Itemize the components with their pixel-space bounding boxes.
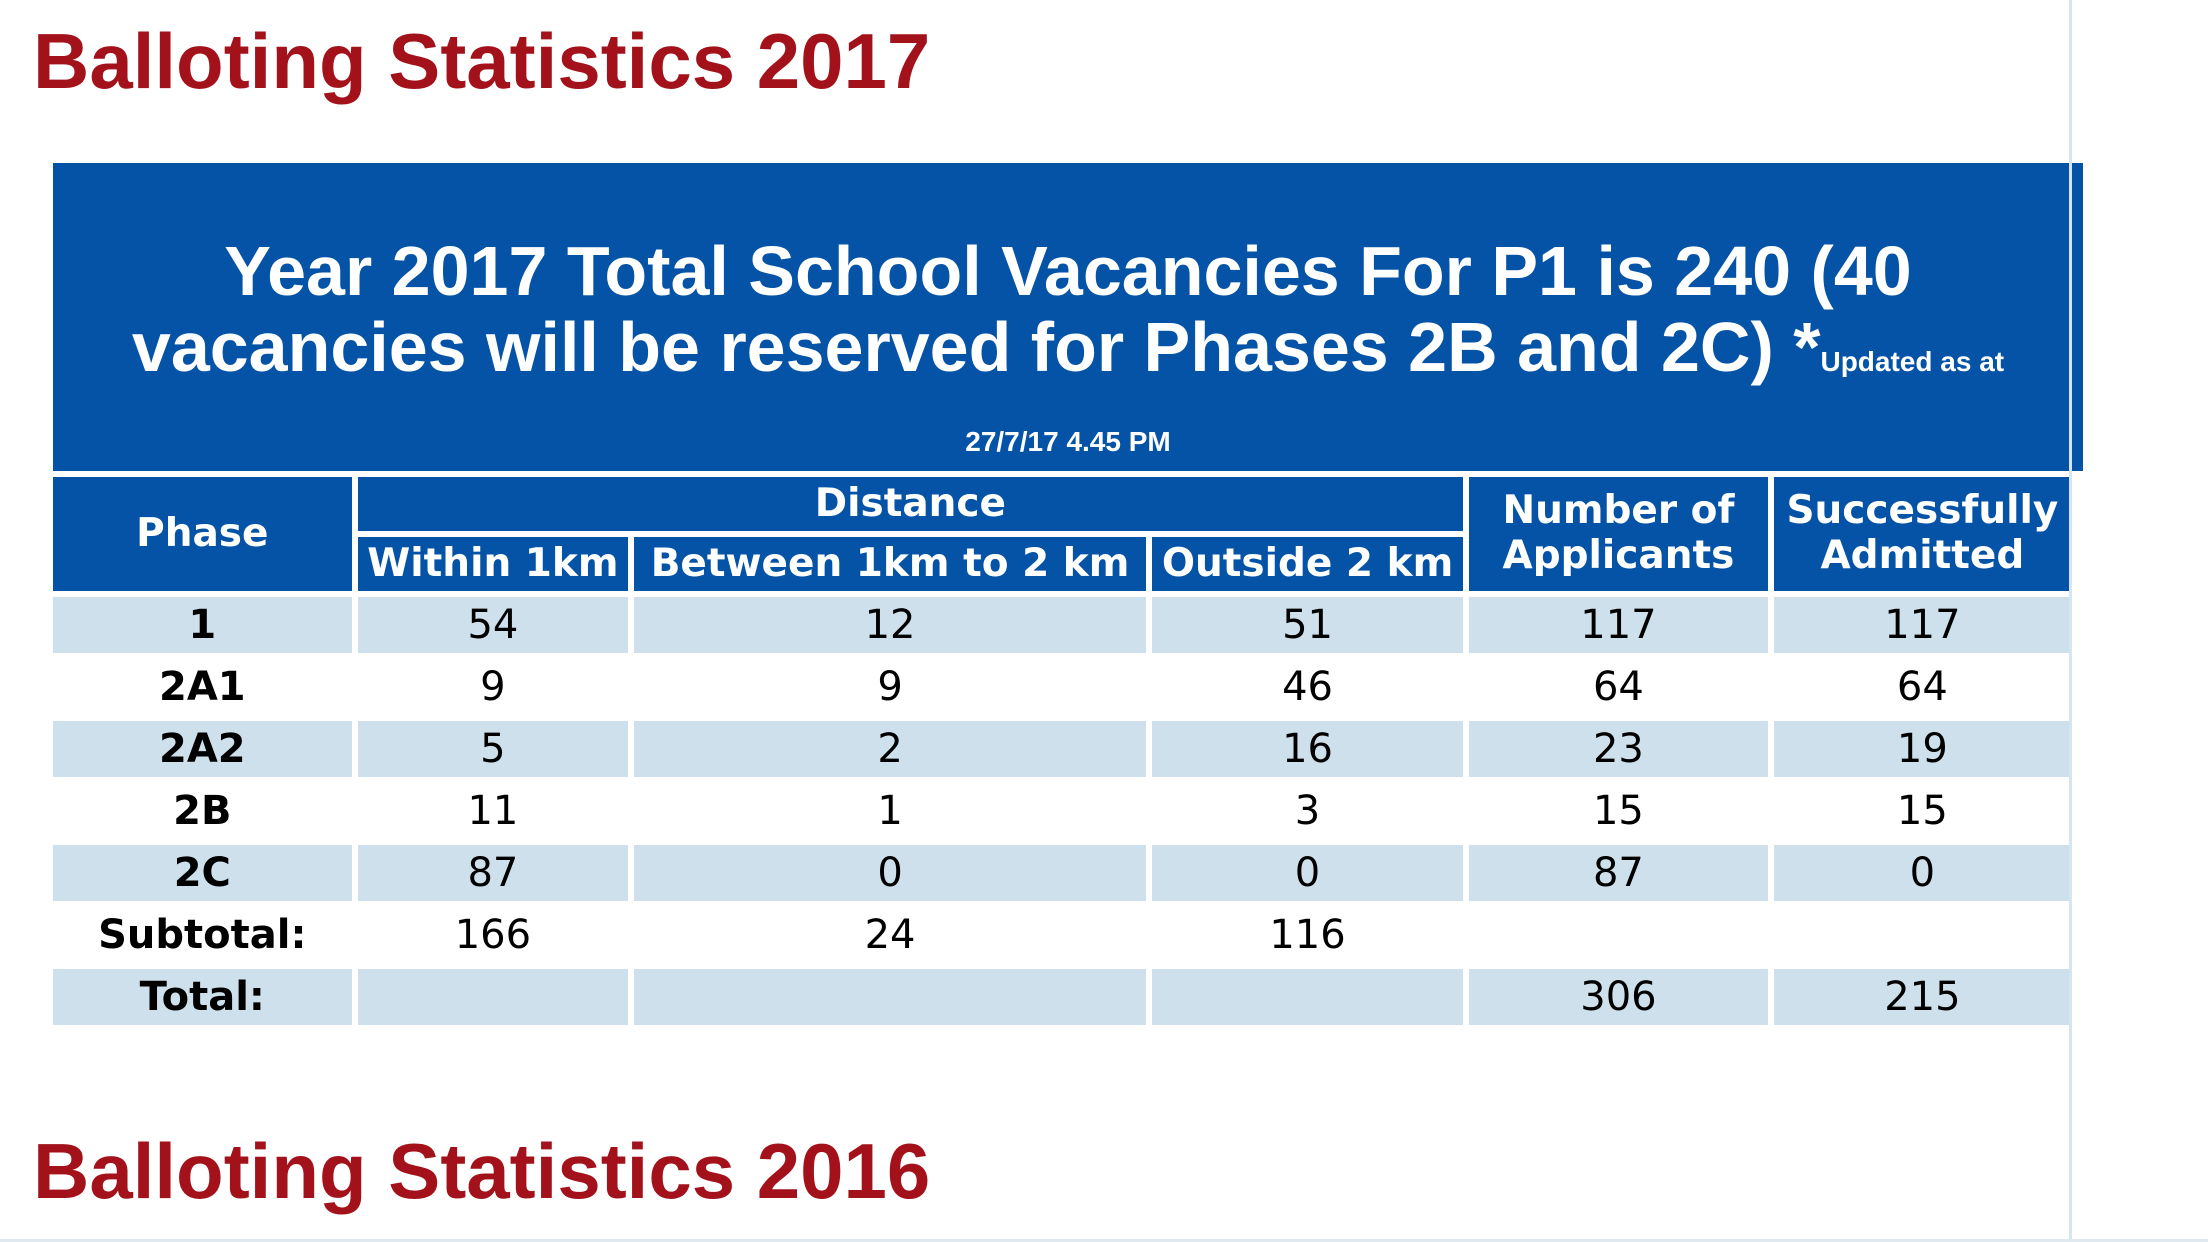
cell-phase: Total: — [53, 969, 352, 1025]
cell-outside-2km: 3 — [1152, 783, 1463, 839]
cell-phase: 2A1 — [53, 659, 352, 715]
col-header-applicants-line2: Applicants — [1502, 533, 1735, 578]
cell-admitted — [1774, 907, 2071, 963]
cell-admitted: 15 — [1774, 783, 2071, 839]
cell-phase: 2A2 — [53, 721, 352, 777]
cell-within-1km: 9 — [358, 659, 629, 715]
cell-between-1-2km: 12 — [634, 597, 1146, 653]
cell-between-1-2km: 9 — [634, 659, 1146, 715]
table-row-phase-2c — [53, 845, 2071, 901]
cell-within-1km: 166 — [358, 907, 629, 963]
cell-within-1km: 54 — [358, 597, 629, 653]
col-header-admitted — [1774, 477, 2071, 591]
cell-applicants: 23 — [1469, 721, 1768, 777]
cell-outside-2km: 0 — [1152, 845, 1463, 901]
cell-admitted: 215 — [1774, 969, 2071, 1025]
cell-phase: 2C — [53, 845, 352, 901]
cell-between-1-2km: 1 — [634, 783, 1146, 839]
cell-admitted: 0 — [1774, 845, 2071, 901]
page-title-2016: Balloting Statistics 2016 — [33, 1127, 931, 1215]
col-header-applicants — [1469, 477, 1768, 591]
table-row-total — [53, 969, 2071, 1025]
table-row-phase-1 — [53, 597, 2071, 653]
cell-between-1-2km: 24 — [634, 907, 1146, 963]
cell-within-1km — [358, 969, 629, 1025]
vacancies-banner — [53, 163, 2083, 471]
cell-applicants: 87 — [1469, 845, 1768, 901]
cell-between-1-2km — [634, 969, 1146, 1025]
table-row-subtotal — [53, 907, 2071, 963]
cell-between-1-2km: 0 — [634, 845, 1146, 901]
header-row-2 — [53, 537, 2071, 591]
table-row-phase-2b — [53, 783, 2071, 839]
cell-admitted: 64 — [1774, 659, 2071, 715]
cell-phase: 1 — [53, 597, 352, 653]
table-row-phase-2a1 — [53, 659, 2071, 715]
table-row-phase-2a2 — [53, 721, 2071, 777]
banner-line-2: vacancies will be reserved for Phases 2B and 2C) * — [131, 308, 1821, 386]
cell-admitted: 19 — [1774, 721, 2071, 777]
cell-applicants: 117 — [1469, 597, 1768, 653]
header-row-1 — [53, 477, 2071, 531]
cell-applicants — [1469, 907, 1768, 963]
cell-outside-2km: 16 — [1152, 721, 1463, 777]
cell-outside-2km: 116 — [1152, 907, 1463, 963]
col-header-outside-2km: Outside 2 km — [1152, 537, 1463, 591]
cell-outside-2km: 51 — [1152, 597, 1463, 653]
col-header-within-1km: Within 1km — [358, 537, 629, 591]
cell-within-1km: 87 — [358, 845, 629, 901]
col-header-admitted-line2: Admitted — [1820, 533, 2025, 578]
cell-between-1-2km: 2 — [634, 721, 1146, 777]
banner-line-1: Year 2017 Total School Vacancies For P1 is 240 (40 — [224, 232, 1912, 310]
page-title-2017: Balloting Statistics 2017 — [33, 17, 931, 105]
balloting-table — [47, 471, 2077, 1031]
vertical-divider — [2069, 0, 2072, 1242]
cell-within-1km: 5 — [358, 721, 629, 777]
banner-updated-label: Updated as at — [1820, 346, 2005, 377]
banner-title — [53, 233, 2083, 385]
col-header-between-1-2km: Between 1km to 2 km — [634, 537, 1146, 591]
cell-admitted: 117 — [1774, 597, 2071, 653]
cell-outside-2km: 46 — [1152, 659, 1463, 715]
cell-applicants: 306 — [1469, 969, 1768, 1025]
banner-updated-date: 27/7/17 4.45 PM — [965, 426, 1171, 457]
col-header-phase: Phase — [53, 477, 352, 591]
cell-within-1km: 11 — [358, 783, 629, 839]
cell-applicants: 64 — [1469, 659, 1768, 715]
cell-outside-2km — [1152, 969, 1463, 1025]
col-header-applicants-line1: Number of — [1502, 488, 1735, 534]
col-header-admitted-line1: Successfully — [1786, 488, 2059, 534]
cell-applicants: 15 — [1469, 783, 1768, 839]
col-header-distance: Distance — [358, 477, 1464, 531]
cell-phase: Subtotal: — [53, 907, 352, 963]
cell-phase: 2B — [53, 783, 352, 839]
